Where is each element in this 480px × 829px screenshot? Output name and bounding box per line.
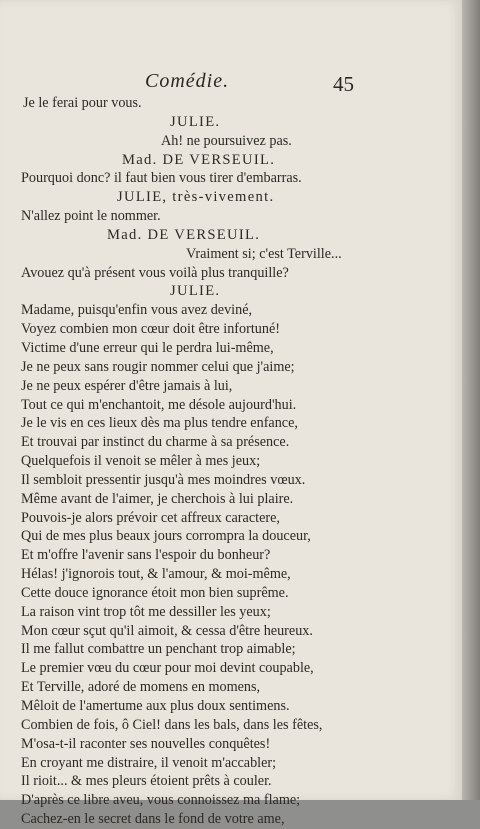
text-line: Mêloit de l'amertume aux plus doux sentimens. (21, 698, 290, 714)
text-line: Avouez qu'à présent vous voilà plus tranquille? (21, 264, 289, 281)
speaker-name: JULIE. (170, 113, 221, 130)
text-line: Et m'offre l'avenir sans l'espoir du bonheur? (21, 547, 271, 564)
text-line: Combien de fois, ô Ciel! dans les bals, dans les fêtes, (21, 716, 323, 733)
text-line: M'osa-t-il raconter ses nouvelles conquêtes! (21, 735, 271, 752)
text-line: Il me fallut combattre un penchant trop aimable; (21, 641, 296, 658)
speaker-name: JULIE, très-vivement. (117, 189, 275, 206)
page-edge (462, 0, 480, 800)
page-number: 45 (333, 72, 354, 96)
text-line: Cette douce ignorance étoit mon bien suprême. (21, 584, 289, 601)
text-line: Quelquefois il venoit se mêler à mes jeux; (21, 453, 261, 470)
text-line: Il sembloit pressentir jusqu'à mes moindres vœux. (21, 471, 306, 488)
text-line: Et trouvai par instinct du charme à sa présence. (21, 434, 290, 451)
text-line: Tout ce qui m'enchantoit, me désole aujourd'hui. (21, 396, 297, 413)
text-line: Je ne peux espérer d'être jamais à lui, (21, 377, 233, 394)
text-line: Hélas! j'ignorois tout, & l'amour, & moi-même, (21, 566, 291, 583)
text-line: Voyez combien mon cœur doit être infortuné! (21, 321, 280, 338)
text-line: Cachez-en le secret dans le fond de votre ame, (21, 811, 285, 828)
text-line: Victime d'une erreur qui le perdra lui-même, (21, 339, 274, 356)
text-line: Qui de mes plus beaux jours corrompra la douceur, (21, 528, 311, 545)
text-line: Je ne peux sans rougir nommer celui que j'aime; (21, 358, 295, 375)
text-line: Le premier vœu du cœur pour moi devint coupable, (21, 660, 314, 677)
speaker-name: Mad. DE VERSEUIL. (122, 151, 276, 168)
text-line: N'allez point le nommer. (21, 208, 161, 225)
text-line: Vraiment si; c'est Terville... (186, 245, 342, 262)
text-line: Mon cœur sçut qu'il aimoit, & cessa d'être heureux. (21, 622, 313, 639)
speaker-name: Mad. DE VERSEUIL. (107, 226, 261, 243)
text-line: Même avant de l'aimer, je cherchois à lui plaire. (21, 490, 294, 507)
text-line: D'après ce libre aveu, vous connoissez ma flame; (21, 792, 301, 809)
text-line: En croyant me distraire, il venoit m'accabler; (21, 754, 277, 771)
text-line: Et Terville, adoré de momens en momens, (21, 679, 261, 696)
speaker-name: JULIE. (170, 283, 221, 300)
text-line: Ah! ne poursuivez pas. (161, 132, 292, 149)
text-line: Il rioit... & mes pleurs étoient prêts à couler. (21, 773, 272, 790)
text-line: Je le vis en ces lieux dès ma plus tendre enfance, (21, 415, 298, 432)
text-line: Je le ferai pour vous. (23, 95, 142, 111)
text-line: Madame, puisqu'enfin vous avez deviné, (21, 302, 253, 319)
text-line: Pourquoi donc? il faut bien vous tirer d'embarras. (21, 170, 302, 187)
running-title: Comédie. (145, 70, 230, 92)
text-line: Pouvois-je alors prévoir cet affreux caractere, (21, 509, 280, 526)
text-line: La raison vint trop tôt me dessiller les yeux; (21, 603, 271, 620)
verse-text (0, 94, 462, 829)
